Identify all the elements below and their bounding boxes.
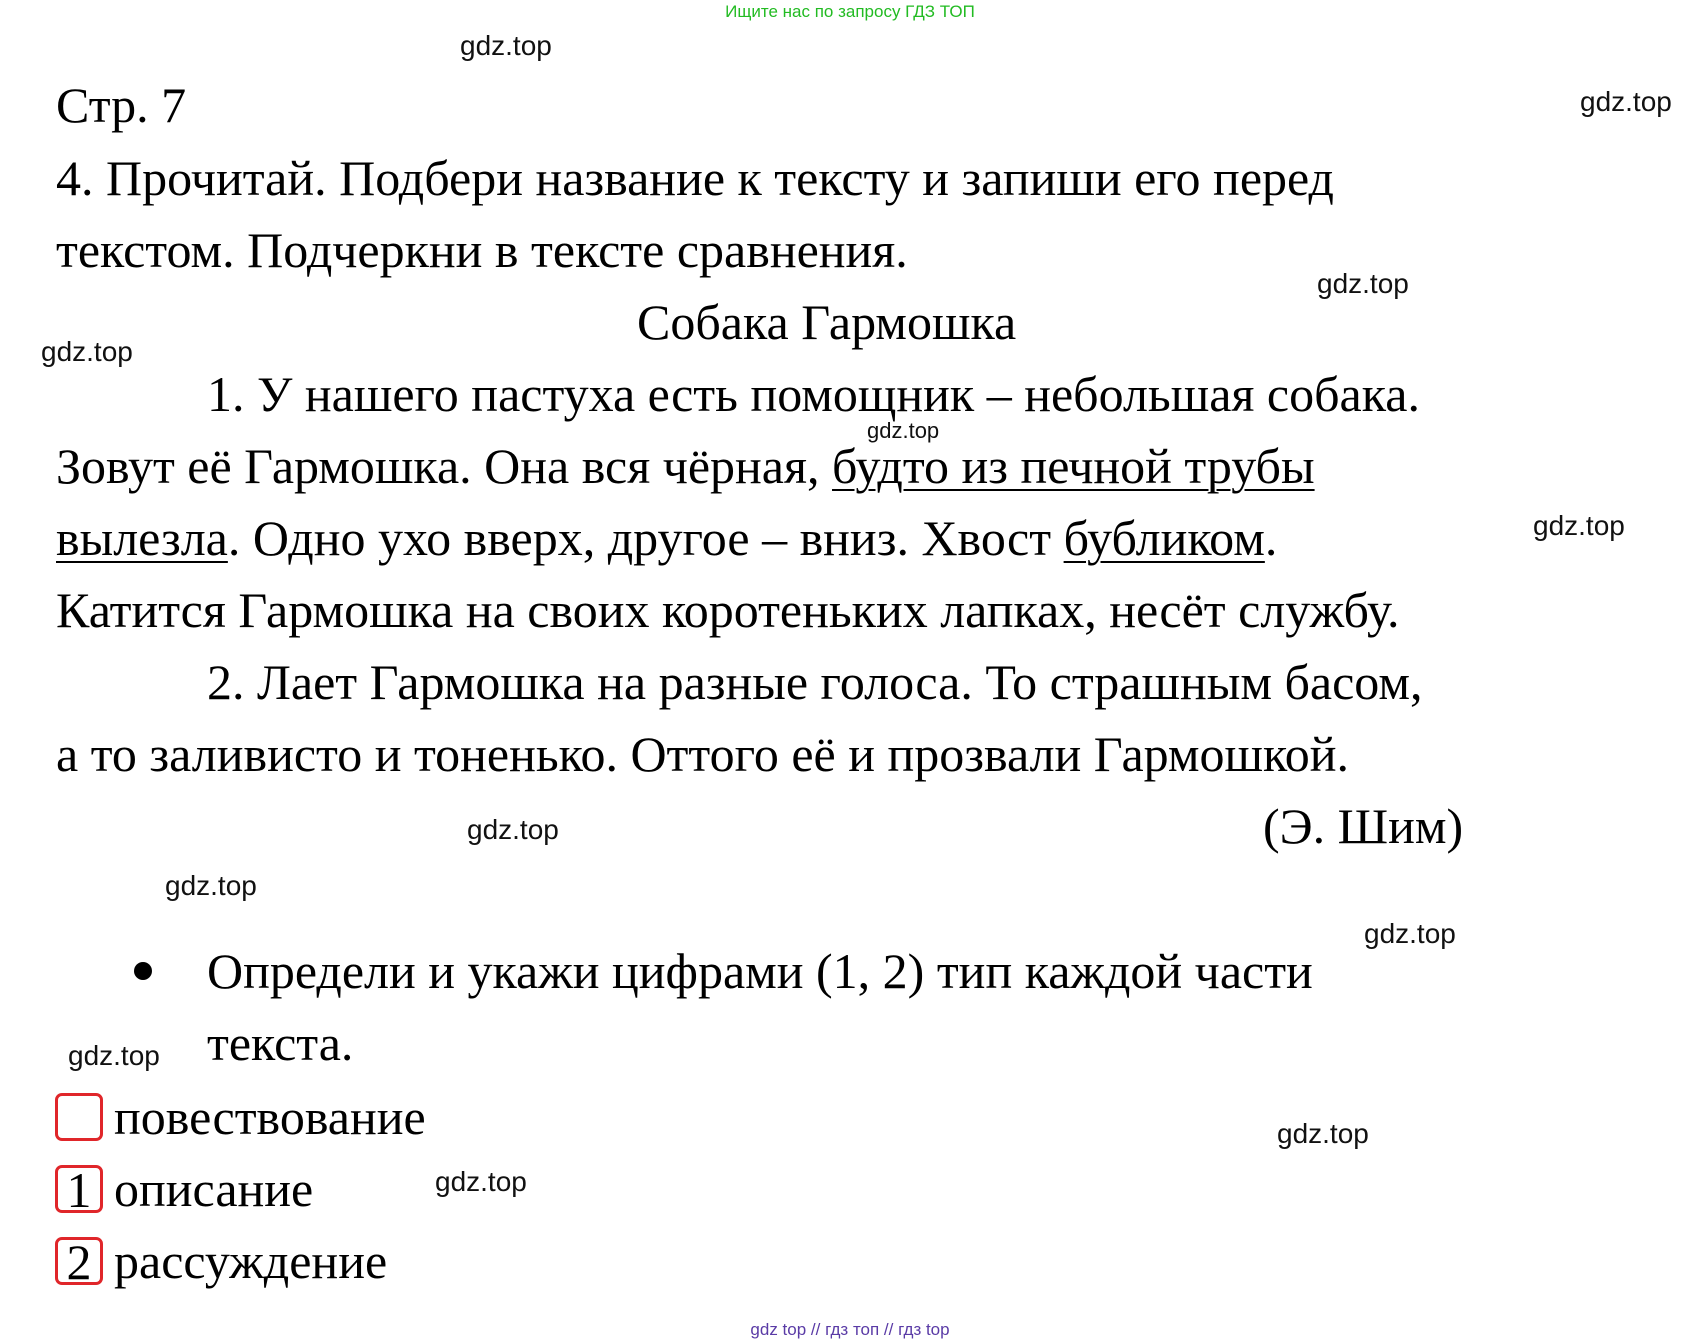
story-p2-line-2: а то заливисто и тоненько. Оттого её и прозвали Гармошкой. [56,726,1350,782]
underlined-comparison: бубликом [1063,510,1265,566]
task-line-1: 4. Прочитай. Подбери название к тексту и запиши его перед [56,150,1334,206]
story-p1-line-2 [56,430,1315,502]
search-hint: Ищите нас по запросу ГДЗ ТОП [725,2,975,21]
answer-box-description[interactable]: 1 [55,1165,103,1213]
story-p1-line-4: Катится Гармошка на своих коротеньких лапках, несёт службу. [56,582,1400,638]
option-label-narration: повествование [114,1089,426,1145]
story-p2-line-1: 2. Лает Гармошка на разные голоса. То страшным басом, [207,654,1423,710]
watermark: gdz.top [1317,268,1409,299]
watermark: gdz.top [68,1040,160,1071]
watermark: gdz.top [867,418,940,443]
watermark: gdz.top [41,336,133,367]
option-label-description: описание [114,1161,314,1217]
watermark: gdz.top [1364,918,1456,949]
answer-box-narration[interactable] [55,1093,103,1141]
watermark: gdz.top [435,1166,527,1197]
story-p1-line-1: 1. У нашего пастуха есть помощник – небольшая собака. [207,366,1420,422]
watermark: gdz.top [1580,86,1672,117]
option-label-reasoning: рассуждение [114,1233,388,1289]
story-author: (Э. Шим) [1263,798,1464,854]
watermark: gdz.top [467,814,559,845]
story-text: . [1264,510,1278,566]
underlined-comparison: будто из печной трубы [832,438,1315,494]
story-title: Собака Гармошка [637,294,1017,350]
watermark: gdz.top [1533,510,1625,541]
bullet-icon [134,962,152,980]
watermark: gdz.top [1277,1118,1369,1149]
watermark: gdz.top [165,870,257,901]
story-text: . Одно ухо вверх, другое – вниз. Хвост [227,510,1064,566]
answer-box-reasoning[interactable]: 2 [55,1237,103,1285]
story-p1-line-3 [56,502,1277,574]
task-line-2: текстом. Подчеркни в тексте сравнения. [56,222,908,278]
story-text: Зовут её Гармошка. Она вся чёрная, [56,438,833,494]
footer-watermark: gdz top // гдз топ // гдз top [750,1320,950,1339]
underlined-comparison: вылезла [56,510,228,566]
watermark: gdz.top [460,30,552,61]
question-line-1: Определи и укажи цифрами (1, 2) тип каждой части [207,943,1313,999]
page-label: Стр. 7 [56,77,187,133]
question-line-2: текста. [207,1015,354,1071]
